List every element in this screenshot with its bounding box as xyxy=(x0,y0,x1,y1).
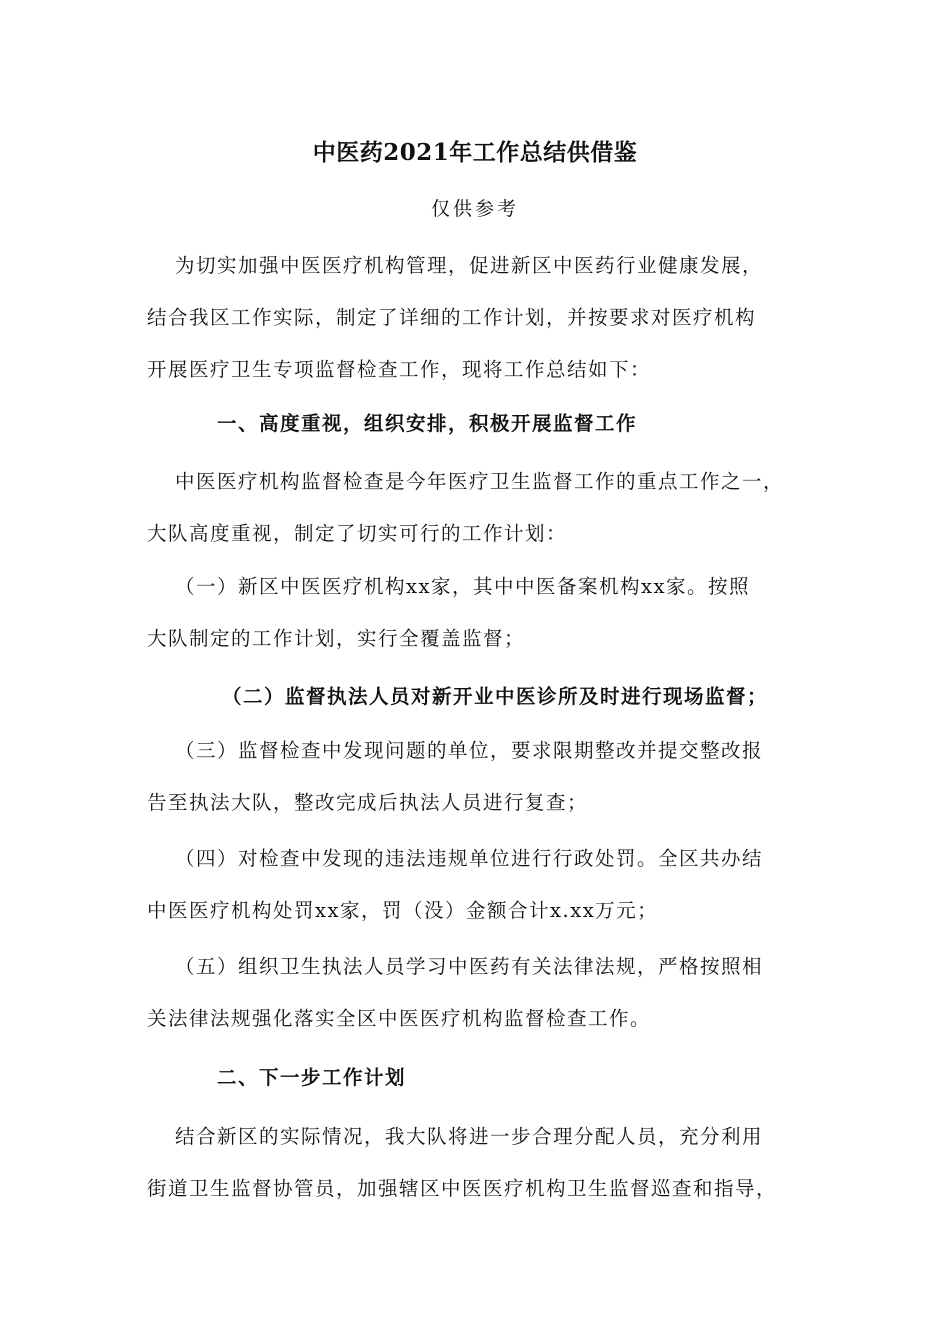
item-3-paragraph xyxy=(147,725,823,829)
item-1-line-1: （一）新区中医医疗机构xx家，其中中医备案机构xx家。按照 xyxy=(175,575,750,598)
item-5-line-1: （五）组织卫生执法人员学习中医药有关法律法规，严格按照相 xyxy=(175,955,764,978)
intro-line-3: 开展医疗卫生专项监督检查工作，现将工作总结如下： xyxy=(147,358,652,381)
intro-paragraph xyxy=(147,240,823,396)
intro-line-2: 结合我区工作实际，制定了详细的工作计划，并按要求对医疗机构 xyxy=(147,306,757,329)
section-2-heading: 二、下一步工作计划 xyxy=(217,1066,407,1089)
document-title: 中医药2021年工作总结供借鉴 xyxy=(312,139,638,166)
item-4-line-1: （四）对检查中发现的违法违规单位进行行政处罚。全区共办结 xyxy=(175,847,764,870)
document-subtitle: 仅供参考 xyxy=(430,198,519,220)
section-1-heading: 一、高度重视，组织安排，积极开展监督工作 xyxy=(217,412,638,435)
section-1-line-1: 中医医疗机构监督检查是今年医疗卫生监督工作的重点工作之一， xyxy=(175,470,785,493)
item-4-line-2: 中医医疗机构处罚xx家，罚（没）金额合计x.xx万元； xyxy=(147,899,659,922)
section-1-line-2: 大队高度重视，制定了切实可行的工作计划： xyxy=(147,522,568,545)
section-2-paragraph xyxy=(147,1111,823,1215)
intro-line-1: 为切实加强中医医疗机构管理，促进新区中医药行业健康发展， xyxy=(175,254,764,277)
item-5-line-2: 关法律法规强化落实全区中医医疗机构监督检查工作。 xyxy=(147,1007,652,1030)
item-1-line-2: 大队制定的工作计划，实行全覆盖监督； xyxy=(147,627,526,650)
item-4-paragraph xyxy=(147,833,823,937)
section-1-paragraph xyxy=(147,456,823,560)
item-5-paragraph xyxy=(147,941,823,1045)
section-2-line-2: 街道卫生监督协管员，加强辖区中医医疗机构卫生监督巡查和指导， xyxy=(147,1177,778,1200)
item-2-heading: （二）监督执法人员对新开业中医诊所及时进行现场监督； xyxy=(222,685,769,708)
item-3-line-1: （三）监督检查中发现问题的单位，要求限期整改并提交整改报 xyxy=(175,739,764,762)
item-3-line-2: 告至执法大队，整改完成后执法人员进行复查； xyxy=(147,791,589,814)
section-2-line-1: 结合新区的实际情况，我大队将进一步合理分配人员，充分利用 xyxy=(175,1125,764,1148)
item-1-paragraph xyxy=(147,561,823,665)
